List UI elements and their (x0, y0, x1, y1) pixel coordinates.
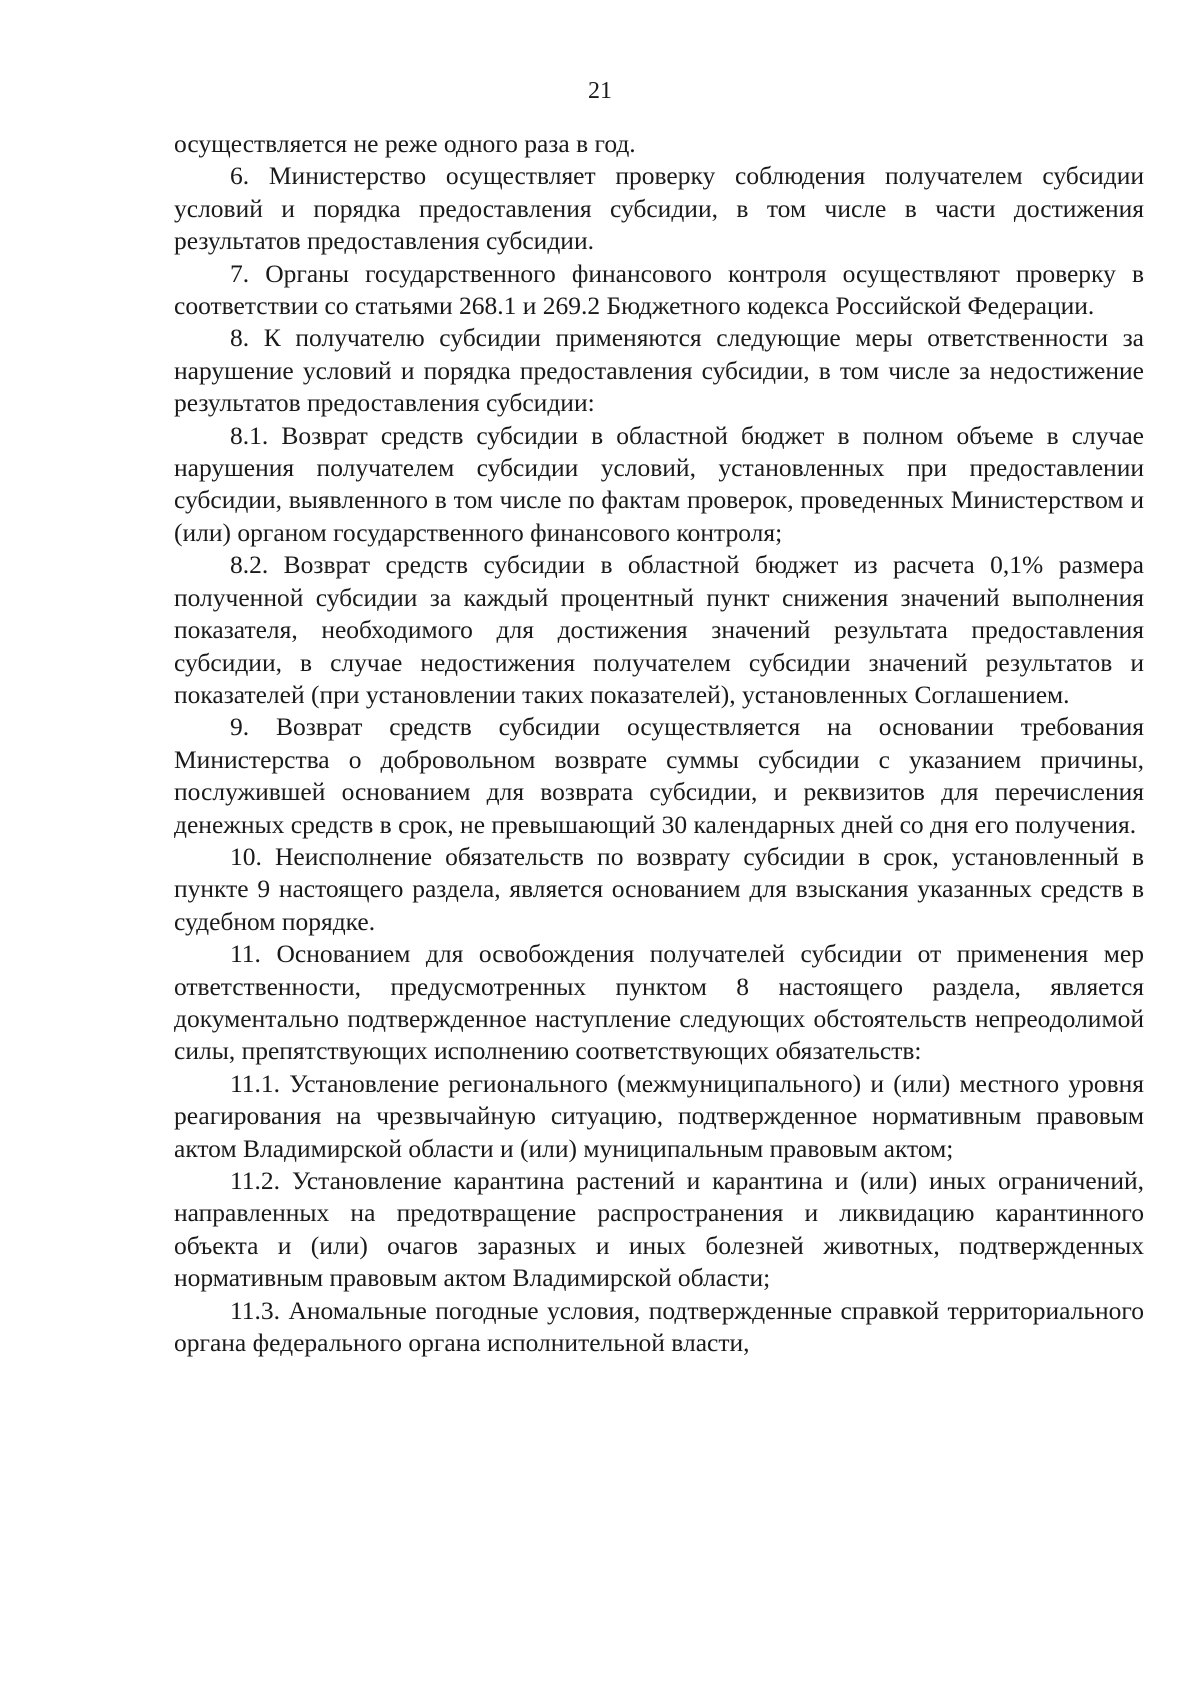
page-number: 21 (588, 78, 612, 104)
paragraph-6: 6. Министерство осуществляет проверку соблюдения получателем субсидии условий и порядка предоставления субсидии, в том числе в части достижения результатов предоставления субсидии. (174, 161, 1144, 256)
paragraph-8-1: 8.1. Возврат средств субсидии в областной бюджет в полном объеме в случае нарушения получателем субсидии условий, установленных при предоставлении субсидии, выявленного в том числе по фактам проверок, проведенных Министерством и (или) органом государственного финансового контроля; (174, 420, 1144, 547)
paragraph-8: 8. К получателю субсидии применяются следующие меры ответственности за нарушение условий и порядка предоставления субсидии, в том числе за недостижение результатов предоставления субсидии: (174, 323, 1144, 418)
paragraph-11-1: 11.1. Установление регионального (межмуниципального) и (или) местного уровня реагирования на чрезвычайную ситуацию, подтвержденное нормативным правовым актом Владимирской области и (или) муниципальным правовым актом; (174, 1068, 1144, 1163)
paragraph-9: 9. Возврат средств субсидии осуществляется на основании требования Министерства о добровольном возврате суммы субсидии с указанием причины, послужившей основанием для возврата субсидии, и реквизитов для перечисления денежных средств в срок, не превышающий 30 календарных дней со дня его получения. (174, 712, 1144, 839)
paragraph-11: 11. Основанием для освобождения получателей субсидии от применения мер ответственности, предусмотренных пунктом 8 настоящего раздела, является документально подтвержденное наступление следующих обстоятельств непреодолимой силы, препятствующих исполнению соответствующих обязательств: (174, 939, 1144, 1066)
paragraph-11-3: 11.3. Аномальные погодные условия, подтвержденные справкой территориального органа федерального органа исполнительной власти, (174, 1295, 1144, 1358)
paragraph-continuation: осуществляется не реже одного раза в год. (174, 129, 636, 158)
paragraph-7: 7. Органы государственного финансового контроля осуществляют проверку в соответствии со статьями 268.1 и 269.2 Бюджетного кодекса Российской Федерации. (174, 258, 1144, 321)
paragraph-10: 10. Неисполнение обязательств по возврату субсидии в срок, установленный в пункте 9 настоящего раздела, является основанием для взыскания указанных средств в судебном порядке. (174, 841, 1144, 936)
paragraph-11-2: 11.2. Установление карантина растений и карантина и (или) иных ограничений, направленных на предотвращение распространения и ликвидацию карантинного объекта и (или) очагов заразных и иных болезней животных, подтвержденных нормативным правовым актом Владимирской области; (174, 1166, 1144, 1293)
document-body (174, 128, 1144, 1359)
paragraph-8-2: 8.2. Возврат средств субсидии в областной бюджет из расчета 0,1% размера полученной субсидии за каждый процентный пункт снижения значений выполнения показателя, необходимого для достижения значений результата предоставления субсидии, в случае недостижения получателем субсидии значений результатов и показателей (при установлении таких показателей), установленных Соглашением. (174, 550, 1144, 709)
